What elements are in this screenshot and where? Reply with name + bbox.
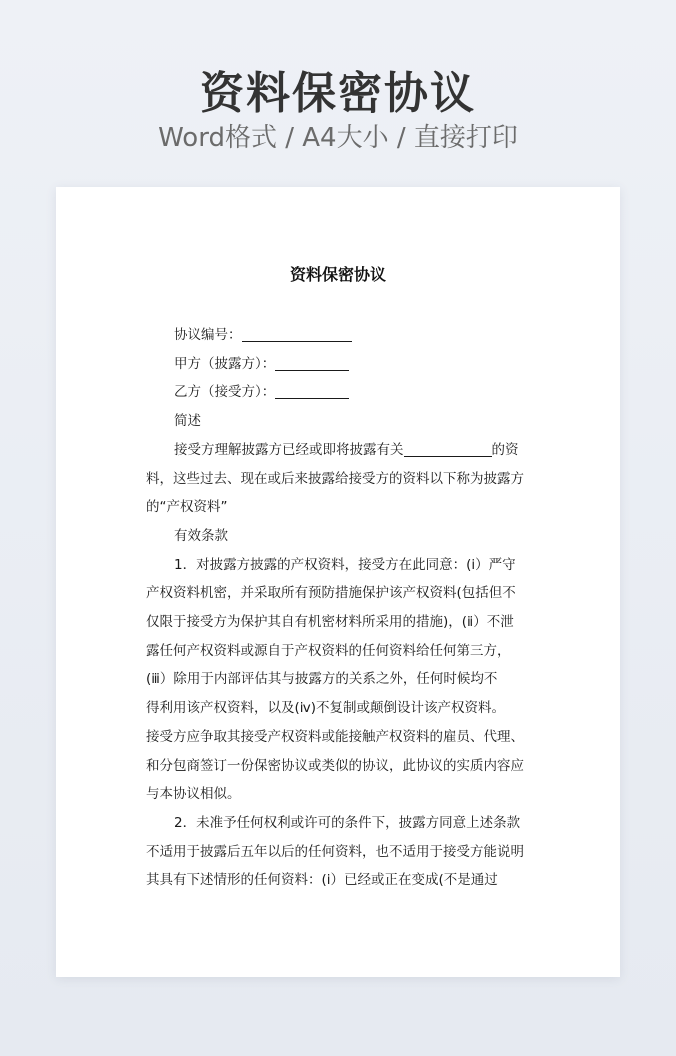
intro-line-2: 料，这些过去、现在或后来披露给接受方的资料以下称为披露方 <box>146 470 524 487</box>
document-page <box>56 187 620 977</box>
clause2-line-1: 2．未准予任何权利或许可的条件下，披露方同意上述条款 <box>174 814 521 831</box>
agreement-number-blank <box>242 326 352 342</box>
intro-blank <box>404 441 492 457</box>
intro-line-1 <box>146 436 530 465</box>
document-title: 资料保密协议 <box>289 265 386 284</box>
clause1-line-8: 和分包商签订一份保密协议或类似的协议，此协议的实质内容应 <box>146 757 524 774</box>
intro-part-1: 接受方理解披露方已经或即将披露有关 <box>174 441 404 458</box>
party-b-blank <box>275 383 349 399</box>
clause1-line-5: (ⅲ）除用于内部评估其与披露方的关系之外，任何时候均不 <box>146 671 498 688</box>
intro-part-2: 的资 <box>491 441 519 458</box>
clause1-line-1: 1．对披露方披露的产权资料，接受方在此同意：(ⅰ）严守 <box>174 556 516 573</box>
agreement-number-label: 协议编号： <box>174 327 242 343</box>
party-b-label: 乙方（接受方）： <box>174 384 276 401</box>
clause1-line-3: 仅限于接受方为保护其自有机密材料所采用的措施)，(ⅱ）不泄 <box>146 614 514 631</box>
clause2-line-3: 其具有下述情形的任何资料：(ⅰ）已经或正在变成(不是通过 <box>146 872 498 889</box>
clause1-line-4: 露任何产权资料或源自于产权资料的任何资料给任何第三方， <box>146 642 511 659</box>
clause1-line-6: 得利用该产权资料，以及(ⅳ)不复制或颠倒设计该产权资料。 <box>146 700 505 717</box>
clause1-line-7: 接受方应争取其接受产权资料或能接触产权资料的雇员、代理、 <box>146 728 524 745</box>
clause1-line-2: 产权资料机密，并采取所有预防措施保护该产权资料(包括但不 <box>146 585 516 602</box>
terms-heading: 有效条款 <box>174 527 228 544</box>
banner-title: 资料保密协议 <box>200 68 476 119</box>
party-a-blank <box>275 355 349 371</box>
party-a-label: 甲方（披露方）： <box>174 355 276 372</box>
intro-line-3: 的“产权资料” <box>146 499 228 516</box>
party-b-line <box>146 378 530 407</box>
party-a-line <box>146 350 530 379</box>
agreement-number-line <box>146 321 530 350</box>
document-body <box>146 321 530 895</box>
summary-heading: 简述 <box>174 413 201 430</box>
clause1-line-9: 与本协议相似。 <box>146 786 241 803</box>
clause2-line-2: 不适用于披露后五年以后的任何资料，也不适用于接受方能说明 <box>146 843 524 860</box>
banner-subtitle: Word格式 / A4大小 / 直接打印 <box>158 123 518 153</box>
